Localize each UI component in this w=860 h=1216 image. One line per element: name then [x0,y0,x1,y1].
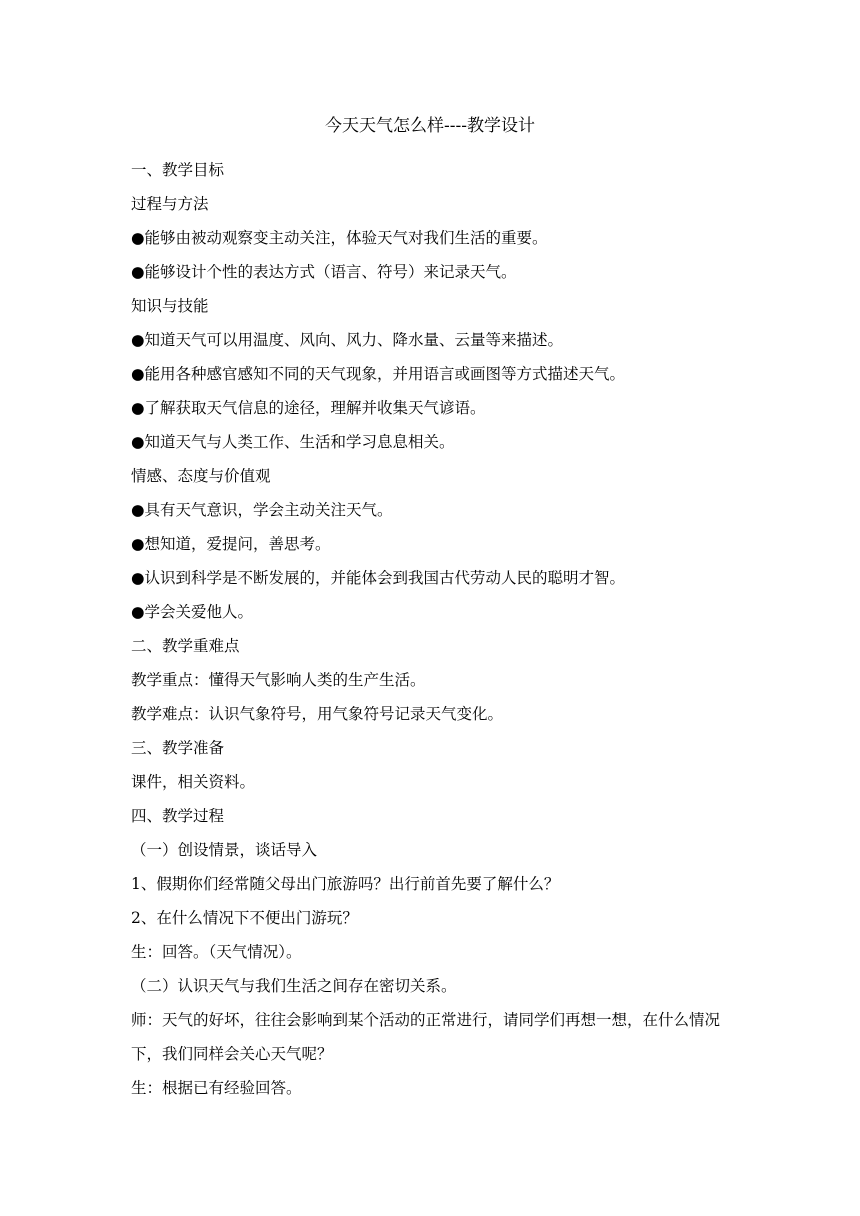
bullet-item: ●想知道，爱提问，善思考。 [131,535,331,553]
bullet-item: ●了解获取天气信息的途径，理解并收集天气谚语。 [131,399,486,417]
paragraph: 生：回答。（天气情况）。 [131,943,302,961]
paragraph: 教学难点：认识气象符号，用气象符号记录天气变化。 [131,705,504,723]
paragraph: 课件，相关资料。 [131,773,256,791]
subheading-knowledge-skills: 知识与技能 [131,297,209,315]
section-heading-objectives: 一、教学目标 [131,161,225,179]
paragraph: 2、在什么情况下不便出门游玩？ [131,909,358,927]
subsection-heading: （二）认识天气与我们生活之间存在密切关系。 [131,977,457,995]
bullet-item: ●能够设计个性的表达方式（语言、符号）来记录天气。 [131,263,517,281]
bullet-item: ●认识到科学是不断发展的，并能体会到我国古代劳动人民的聪明才智。 [131,569,626,587]
section-heading-process: 四、教学过程 [131,807,225,825]
subheading-emotion-values: 情感、态度与价值观 [131,467,271,485]
paragraph: 师：天气的好坏，往往会影响到某个活动的正常进行，请同学们再想一想，在什么情况下，我们同样会关心天气呢？ [131,1011,721,1063]
bullet-item: ●知道天气可以用温度、风向、风力、降水量、云量等来描述。 [131,331,564,349]
paragraph: 教学重点：懂得天气影响人类的生产生活。 [131,671,426,689]
bullet-item: ●能够由被动观察变主动关注，体验天气对我们生活的重要。 [131,229,548,247]
bullet-item: ●知道天气与人类工作、生活和学习息息相关。 [131,433,455,451]
bullet-item: ●具有天气意识，学会主动关注天气。 [131,501,393,519]
subsection-heading: （一）创设情景，谈话导入 [131,841,318,859]
bullet-item: ●能用各种感官感知不同的天气现象，并用语言或画图等方式描述天气。 [131,365,626,383]
bullet-item: ●学会关爱他人。 [131,603,254,621]
subheading-process-method: 过程与方法 [131,195,209,213]
paragraph: 生：根据已有经验回答。 [131,1079,302,1097]
section-heading-preparation: 三、教学准备 [131,739,225,757]
section-heading-key-points: 二、教学重难点 [131,637,240,655]
paragraph: 1、假期你们经常随父母出门旅游吗？出行前首先要了解什么？ [131,875,560,893]
document-title: 今天天气怎么样----教学设计 [325,116,535,136]
document-body [131,153,741,1105]
